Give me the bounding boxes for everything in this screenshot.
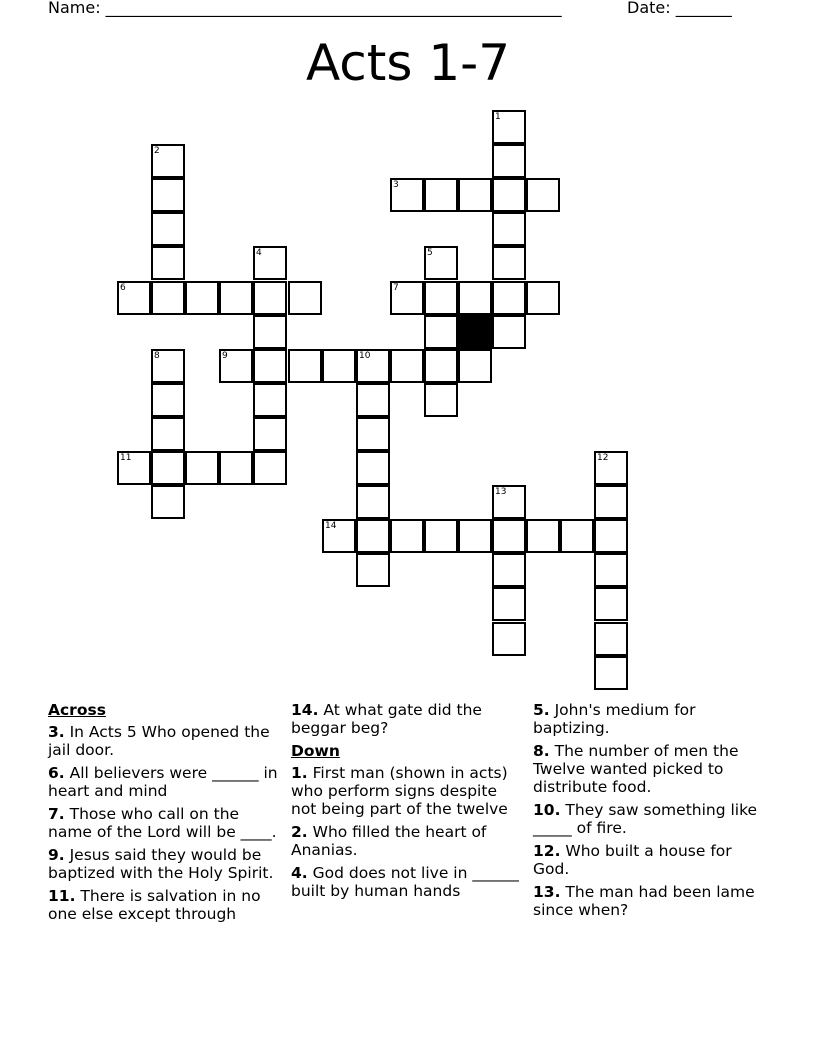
clue-number: 1 [495,112,501,122]
crossword-cell[interactable] [253,246,287,280]
crossword-cell[interactable] [219,281,253,315]
crossword-cell[interactable] [219,451,253,485]
crossword-cell[interactable] [458,519,492,553]
clue-number: 4 [256,248,262,258]
crossword-cell[interactable] [424,349,458,383]
crossword-cell[interactable] [151,383,185,417]
down-heading: Down [291,742,340,760]
down-clue-12: 12. Who built a house for God. [533,842,732,878]
crossword-cell[interactable] [492,587,526,621]
crossword-cell[interactable] [185,281,219,315]
down-clue-10: 10. They saw something like _____ of fire. [533,801,758,837]
clue-number: 12 [597,453,609,463]
clue-number: 14 [325,521,337,531]
clue-number: 7 [393,283,399,293]
crossword-cell[interactable] [288,281,322,315]
crossword-cell[interactable] [594,485,628,519]
crossword-cell[interactable] [526,178,560,212]
crossword-cell[interactable] [151,281,185,315]
crossword-cell[interactable] [492,315,526,349]
crossword-cell[interactable] [492,281,526,315]
crossword-cell[interactable] [151,178,185,212]
crossword-cell[interactable] [390,519,424,553]
across-clue-3: 3. In Acts 5 Who opened the jail door. [48,723,270,759]
crossword-cell[interactable] [492,622,526,656]
crossword-cell[interactable] [458,281,492,315]
crossword-cell[interactable] [253,451,287,485]
crossword-cell[interactable] [424,246,458,280]
crossword-cell[interactable] [151,451,185,485]
crossword-cell[interactable] [492,212,526,246]
across-heading: Across [48,701,106,719]
crossword-cell[interactable] [253,417,287,451]
crossword-cell[interactable] [424,383,458,417]
clue-number: 9 [222,351,228,361]
down-clue-2: 2. Who filled the heart of Ananias. [291,823,487,859]
crossword-cell[interactable] [390,178,424,212]
crossword-cell[interactable] [356,349,390,383]
crossword-cell[interactable] [185,451,219,485]
clue-number: 6 [120,283,126,293]
crossword-cell[interactable] [390,281,424,315]
crossword-cell[interactable] [356,485,390,519]
down-clue-13: 13. The man had been lame since when? [533,883,755,919]
down-clue-4: 4. God does not live in ______ built by human hands [291,864,519,900]
date-field[interactable]: Date: _______ [627,0,732,17]
page-title: Acts 1-7 [305,34,511,92]
crossword-cell[interactable] [424,315,458,349]
crossword-cell[interactable] [117,451,151,485]
crossword-cell[interactable] [356,417,390,451]
crossword-cell[interactable] [458,178,492,212]
crossword-cell[interactable] [594,519,628,553]
clue-number: 11 [120,453,132,463]
across-clue-9: 9. Jesus said they would be baptized with the Holy Spirit. [48,846,274,882]
crossword-cell[interactable] [288,349,322,383]
crossword-cell[interactable] [424,281,458,315]
crossword-cell[interactable] [117,281,151,315]
crossword-cell[interactable] [492,519,526,553]
crossword-cell[interactable] [151,417,185,451]
clues-column-3 [533,701,765,924]
crossword-cell[interactable] [356,519,390,553]
clue-number: 13 [495,487,507,497]
clue-number: 8 [154,351,160,361]
crossword-cell[interactable] [594,451,628,485]
crossword-cell[interactable] [151,485,185,519]
crossword-cell[interactable] [526,519,560,553]
crossword-cell[interactable] [219,349,253,383]
crossword-cell[interactable] [390,349,424,383]
clue-number: 2 [154,146,160,156]
crossword-cell[interactable] [424,178,458,212]
crossword-cell[interactable] [151,144,185,178]
crossword-cell[interactable] [594,656,628,690]
crossword-cell[interactable] [253,383,287,417]
crossword-cell[interactable] [424,519,458,553]
down-clue-1: 1. First man (shown in acts) who perform signs despite not being part of the twelve [291,764,508,818]
crossword-cell[interactable] [458,349,492,383]
clues-column-2 [291,701,519,905]
crossword-cell[interactable] [560,519,594,553]
crossword-cell[interactable] [253,315,287,349]
crossword-cell[interactable] [356,451,390,485]
crossword-cell[interactable] [492,485,526,519]
crossword-cell[interactable] [151,349,185,383]
crossword-cell[interactable] [356,383,390,417]
crossword-cell[interactable] [526,281,560,315]
crossword-cell[interactable] [594,553,628,587]
clue-number: 3 [393,180,399,190]
across-clue-6: 6. All believers were ______ in heart and mind [48,764,278,800]
across-clue-7: 7. Those who call on the name of the Lord will be ____. [48,805,277,841]
crossword-cell[interactable] [492,178,526,212]
down-clue-5: 5. John's medium for baptizing. [533,701,696,737]
crossword-cell[interactable] [151,246,185,280]
down-clue-8: 8. The number of men the Twelve wanted picked to distribute food. [533,742,739,796]
crossword-cell[interactable] [322,349,356,383]
across-clue-14: 14. At what gate did the beggar beg? [291,701,482,737]
crossword-cell[interactable] [253,281,287,315]
clue-number: 5 [427,248,433,258]
crossword-cell[interactable] [492,246,526,280]
crossword-cell[interactable] [492,144,526,178]
crossword-cell[interactable] [356,553,390,587]
clues-column-1 [48,701,280,928]
clue-number: 10 [359,351,371,361]
crossword-cell[interactable] [594,587,628,621]
across-clue-11: 11. There is salvation in no one else except through [48,887,261,923]
crossword-cell[interactable] [492,110,526,144]
crossword-cell[interactable] [253,349,287,383]
crossword-cell[interactable] [151,212,185,246]
crossword-cell[interactable] [492,553,526,587]
crossword-cell[interactable] [594,622,628,656]
black-cell [458,315,492,349]
name-field[interactable]: Name: _________________________________________________________ [48,0,562,17]
crossword-cell[interactable] [322,519,356,553]
